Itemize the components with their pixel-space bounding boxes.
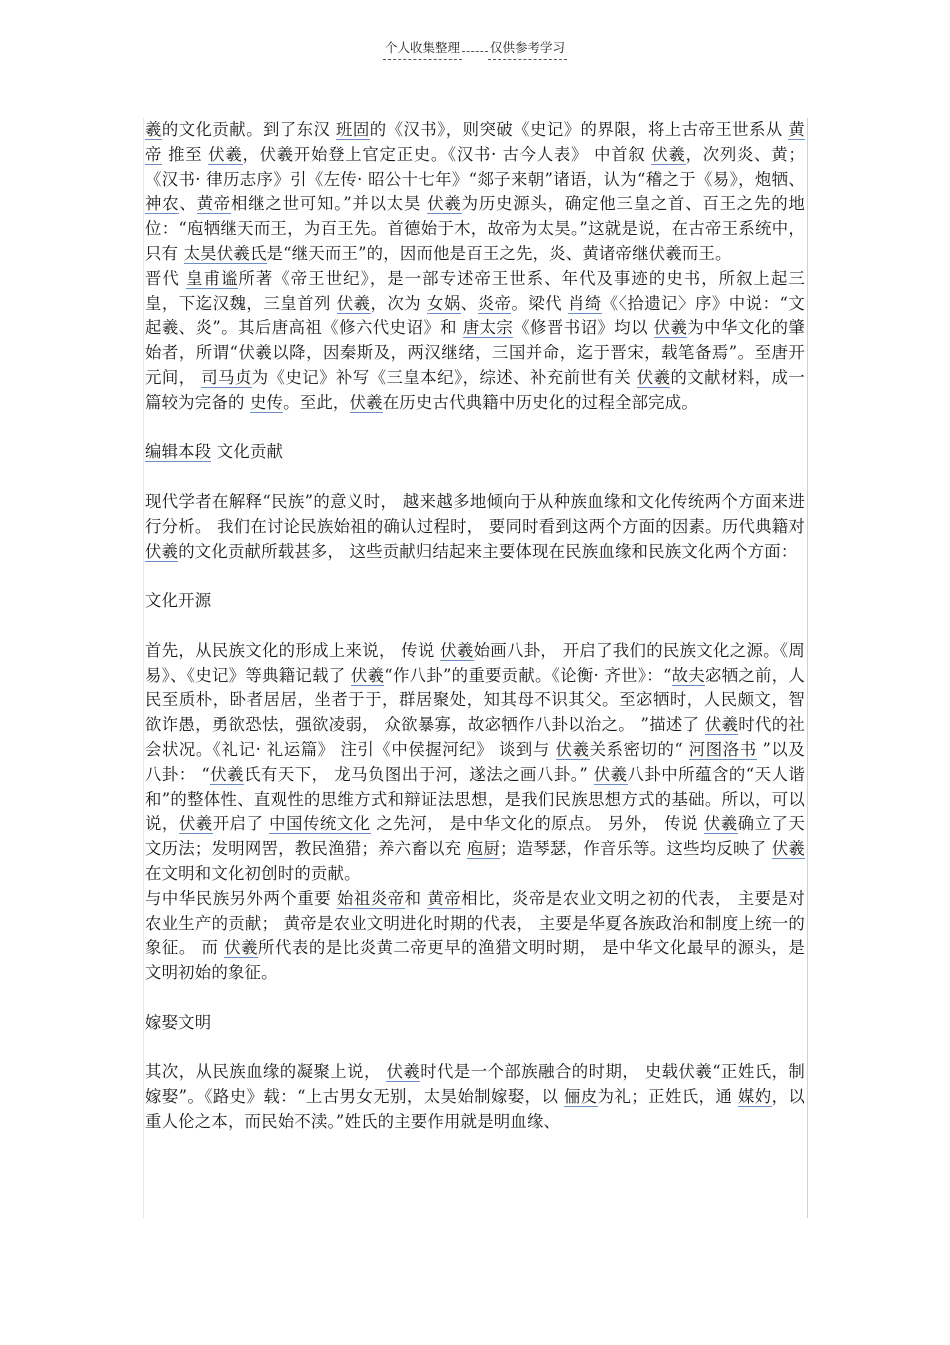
hyperlink[interactable]: 黄帝 — [196, 194, 232, 214]
text-run: 所著《帝王世纪》，是一部专述帝王世系、年代及事迹的史书，所叙上起三皇，下迄汉魏，三皇首列 — [145, 268, 805, 313]
text-run: 始画八卦， 开启了我们的民族文化之源。《周易》、《史记》等典籍记载了 — [145, 640, 805, 685]
text-run: 、 — [460, 293, 478, 313]
paragraph — [145, 118, 805, 267]
hyperlink[interactable]: 伏羲 — [350, 665, 385, 685]
hyperlink[interactable]: 媒妁 — [737, 1087, 772, 1107]
document-body — [145, 118, 805, 1135]
text-run: 晋代 — [145, 268, 187, 288]
hyperlink[interactable]: 伏羲 — [651, 144, 686, 164]
text-run: 的文献材料，成一篇较为完备的 — [145, 367, 805, 412]
text-run: 推至 — [162, 144, 209, 164]
text-run: 为中华文化的肇始者，所谓“伏羲以降，因秦斯及，两汉继绪，三国并命，迄于晋宋，载笔备焉”。至唐开元间， — [145, 318, 805, 387]
hyperlink[interactable]: 史传 — [249, 392, 284, 412]
hyperlink[interactable]: 伏羲 — [208, 144, 243, 164]
text-run: 的文化贡献。到了东汉 — [161, 120, 337, 139]
text-run: ，次为 — [370, 293, 427, 313]
hyperlink[interactable]: 伏羲 — [771, 839, 806, 859]
paragraph — [145, 639, 805, 887]
text-run: 开启了 — [212, 814, 270, 834]
text-run: 关系密切的“ — [589, 739, 689, 759]
text-run: ；造琴瑟，作音乐等。这些均反映了 — [500, 839, 772, 859]
page-header — [0, 38, 950, 60]
text-run: 的文化贡献所载甚多， 这些贡献归结起来主要体现在民族血缘和民族文化两个方面： — [178, 541, 798, 561]
text-run: 其次，从民族血缘的凝聚上说， — [145, 1062, 387, 1082]
hyperlink[interactable]: 伏羲 — [336, 293, 371, 313]
paragraph-gap — [145, 614, 805, 639]
text-run: 为历史源头，确定他三皇之首、百王之先的地位：“庖牺继天而王，为百王先。首德始于木，故帝为太昊。”这就是说，在古帝王系统中，只有 — [145, 194, 805, 263]
hyperlink[interactable]: 伏羲 — [386, 1062, 421, 1082]
text-run: 时代是一个部族融合的时期， 史载伏羲“正姓氏，制嫁娶”。《路史》载：“上古男女无别，太昊始制嫁娶，以 — [145, 1062, 806, 1107]
text-run: 首先，从民族文化的形成上来说， 传说 — [145, 640, 441, 660]
text-run: 在历史古代典籍中历史化的过程全部完成。 — [382, 392, 698, 412]
hyperlink[interactable]: 伏羲 — [704, 715, 739, 735]
hyperlink[interactable]: 司马贞 — [201, 367, 252, 387]
hyperlink[interactable]: 伏羲 — [555, 739, 590, 759]
text-run: 。至此， — [283, 392, 350, 412]
text-run: ，次列炎、黄；《汉书· 律历志序》引《左传· 昭公十七年》“郯子来朝”诸语，认为“稽之于《易》，炮牺、 — [145, 144, 805, 189]
hyperlink[interactable]: 神农 — [145, 194, 180, 214]
hyperlink[interactable]: 伏羲 — [145, 541, 179, 561]
text-run: “作八卦”的重要贡献。《论衡· 齐世》：“ — [384, 665, 672, 685]
hyperlink[interactable]: 故夫 — [671, 665, 706, 685]
hyperlink[interactable]: 伏羲 — [593, 764, 628, 784]
hyperlink[interactable]: 伏羲 — [703, 814, 738, 834]
paragraph-gap — [145, 416, 805, 441]
paragraph — [145, 440, 805, 465]
text-run: 相继之世可知。”并以太昊 — [231, 194, 428, 214]
paragraph — [145, 589, 805, 614]
paragraph-gap — [145, 1035, 805, 1060]
hyperlink[interactable]: 伏羲 — [636, 367, 671, 387]
hyperlink[interactable]: 黄帝 — [427, 888, 462, 908]
text-run: 、 — [179, 194, 197, 214]
hyperlink[interactable]: 炎帝 — [477, 293, 512, 313]
paragraph — [145, 1060, 805, 1134]
hyperlink[interactable]: 始祖炎帝 — [336, 888, 405, 908]
paragraph-gap — [145, 986, 805, 1011]
text-run: 氏有天下， 龙马负图出于河，遂法之画八卦。” — [244, 764, 594, 784]
text-run: 为《史记》补写《三皇本纪》，综述、补充前世有关 — [251, 367, 637, 387]
hyperlink[interactable]: 伏羲 — [349, 392, 383, 412]
text-run: 文化开源 — [145, 591, 212, 611]
hyperlink[interactable]: 庖厨 — [466, 839, 500, 859]
paragraph-gap — [145, 465, 805, 490]
hyperlink[interactable]: 伏羲 — [224, 938, 259, 958]
hyperlink[interactable]: 伏羲 — [209, 764, 245, 784]
hyperlink[interactable]: 唐太宗 — [462, 318, 514, 338]
hyperlink[interactable]: 河图洛书 — [688, 739, 757, 759]
text-run: 所代表的是比炎黄二帝更早的渔猎文明时期， 是中华文化最早的源头，是文明初始的象征。 — [145, 938, 806, 983]
text-run: 的《汉书》，则突破《史记》的界限，将上古帝王世系从 — [369, 120, 789, 139]
hyperlink[interactable]: 女娲 — [426, 293, 461, 313]
text-run: 是“继天而王”的，因而他是百王之先，炎、黄诸帝继伏羲而王。 — [266, 243, 732, 263]
hyperlink[interactable]: 俪皮 — [563, 1087, 598, 1107]
paragraph — [145, 887, 805, 986]
paragraph-gap — [145, 564, 805, 589]
text-run: 和 — [404, 888, 428, 908]
hyperlink[interactable]: 皇甫谧 — [186, 268, 239, 288]
hyperlink[interactable]: 肖绮 — [567, 293, 602, 313]
paragraph — [145, 267, 805, 416]
hyperlink[interactable]: 伏羲 — [440, 640, 474, 660]
header-right-text: 仅供参考学习 — [488, 38, 567, 60]
text-run: ，伏羲开始登上官定正史。《汉书· 古今人表》 中首叙 — [242, 144, 652, 164]
hyperlink[interactable]: 伏羲 — [427, 194, 462, 214]
hyperlink[interactable]: 班固 — [336, 120, 370, 139]
text-run: 。梁代 — [511, 293, 568, 313]
hyperlink[interactable]: 羲 — [145, 120, 162, 139]
hyperlink[interactable]: 太昊伏羲氏 — [183, 243, 267, 263]
paragraph — [145, 490, 805, 564]
text-run: 之先河， 是中华文化的原点。 另外， 传说 — [370, 814, 704, 834]
text-run: 《〈拾遗记〉序》中说：“文起羲、炎”。其后唐高祖《修六代史诏》和 — [145, 293, 805, 338]
text-run: 与中华民族另外两个重要 — [145, 888, 337, 908]
hyperlink[interactable]: 中国传统文化 — [269, 814, 371, 834]
text-run: 时代的社会状况。《礼记· 礼运篇》 注引《中侯握河纪》 谈到与 — [145, 715, 805, 759]
hyperlink[interactable]: 黄帝 — [145, 120, 805, 164]
hyperlink[interactable]: 伏羲 — [653, 318, 688, 338]
text-run: 为礼；正姓氏，通 — [597, 1087, 738, 1107]
text-run: 在文明和文化初创时的贡献。 — [145, 863, 361, 883]
text-run: 现代学者在解释“民族”的意义时， 越来越多地倾向于从种族血缘和文化传统两个方面来进行分析。 我们在讨论民族始祖的确认过程时， 要同时看到这两个方面的因素。历代典籍对 — [145, 491, 805, 536]
hyperlink[interactable]: 伏羲 — [178, 814, 213, 834]
text-run: 《修晋书诏》均以 — [513, 318, 654, 338]
hyperlink[interactable]: 编辑本段 — [145, 442, 212, 462]
text-run: ，以重人伦之本，而民始不渎。”姓氏的主要作用就是明血缘、 — [145, 1087, 806, 1131]
text-run: 宓牺之前，人民至质朴，卧者居居，坐者于于，群居聚处，知其母不识其父。至宓牺时，人民颇文，智欲诈愚，勇欲恐怯，强欲凌弱， 众欲暴寡，故宓牺作八卦以治之。 ”描述了 — [145, 665, 805, 735]
text-run: ”以及八卦： “ — [145, 739, 805, 784]
text-run: 确立了天文历法；发明网罟，教民渔猎；养六畜以充 — [145, 814, 806, 859]
text-run: 嫁娶文明 — [145, 1012, 212, 1032]
text-run: 文化贡献 — [211, 442, 284, 462]
header-left-text: 个人收集整理 — [383, 38, 462, 60]
text-run: 相比，炎帝是农业文明之初的代表， 主要是对农业生产的贡献； 黄帝是农业文明进化时期的代表， 主要是华夏各族政治和制度上统一的象征。 而 — [145, 888, 805, 958]
text-run: 八卦中所蕴含的“天人谐和”的整体性、直观性的思维方式和辩证法思想，是我们民族思想方式的基础。所以，可以说， — [145, 764, 805, 834]
paragraph — [145, 1011, 805, 1036]
